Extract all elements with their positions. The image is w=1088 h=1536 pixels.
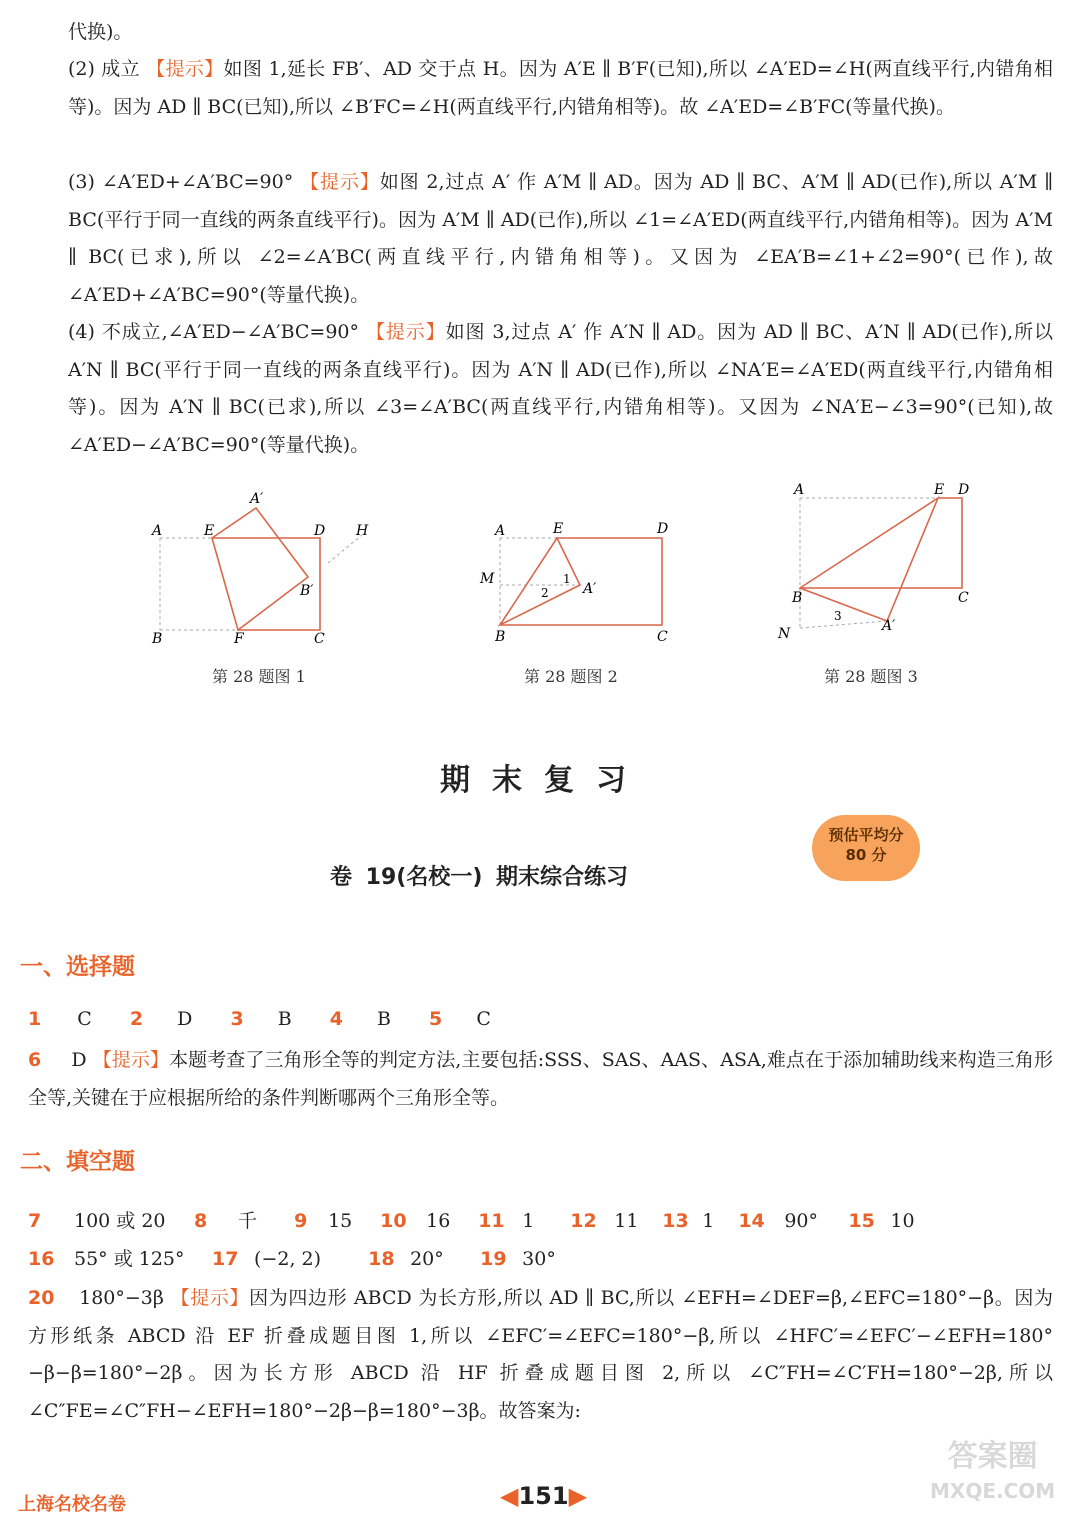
question-number: 2 (129, 1008, 144, 1030)
label-a: A (152, 523, 163, 539)
question-number: 17 (212, 1248, 239, 1270)
continuation-text: 代换)。 (68, 21, 133, 43)
folded-triangle (800, 498, 938, 621)
hint-tag: 【提示】 (170, 1287, 250, 1309)
answer-value: 180°−3β (79, 1287, 164, 1309)
answer-value: 1 (702, 1210, 715, 1232)
question-number: 11 (478, 1210, 505, 1232)
answer-value: 11 (614, 1210, 639, 1232)
figure-3 (772, 478, 982, 648)
dashed-line-h (328, 535, 362, 563)
prev-arrow-icon: ◀ (500, 1482, 519, 1510)
label-c: C (958, 590, 969, 606)
fill-answers-row-2 (28, 1244, 556, 1271)
figure-1-caption: 第 28 题图 1 (212, 667, 306, 686)
rect-part (800, 498, 962, 588)
answer-label: (3) ∠A′ED+∠A′BC=90° (68, 171, 294, 193)
answer-paragraph-2 (68, 51, 1053, 126)
label-m: M (480, 571, 495, 587)
answer-value: 1 (522, 1210, 535, 1232)
answer-value: 30° (522, 1248, 556, 1270)
label-h: H (356, 523, 369, 539)
question-number: 5 (429, 1008, 443, 1030)
score-badge (812, 815, 920, 881)
answer-value: B (277, 1008, 292, 1030)
label-e: E (934, 482, 945, 498)
text-line-continuation (68, 14, 1053, 52)
question-number: 8 (194, 1210, 208, 1232)
label-a-prime: A′ (583, 581, 597, 597)
answer-label: (2) 成立 (68, 58, 140, 80)
figure-1 (140, 485, 380, 650)
label-a: A (495, 523, 506, 539)
answer-value: B (377, 1008, 391, 1030)
hint-text: 因为四边形 ABCD 为长方形,所以 AD ∥ BC,所以 ∠EFH=∠DEF=β,∠EFC=180°−β。因为方形纸条 ABCD 沿 EF 折叠成题目图 1,所以 ∠EFC′=∠EFC=180°−β,所以 ∠HFC′=∠EFC′−∠EFH=180°−β−β=180°−2β。因为长方形 ABCD 沿 HF 折叠成题目图 2,所以 ∠C″FH=∠C′FH=180°−2β,所以 ∠C″FE=∠C″FH−∠EFH=180°−2β−β=180°−3β。故答案为: (28, 1287, 1053, 1422)
answer-label: (4) 不成立,∠A′ED−∠A′BC=90° (68, 321, 360, 343)
watermark-line-2: MXQE.COM (930, 1479, 1056, 1503)
question-number: 7 (28, 1210, 42, 1232)
badge-score: 80 分 (845, 846, 887, 864)
question-number: 20 (28, 1287, 55, 1309)
label-angle-2: 2 (541, 586, 549, 600)
answer-value: 100 或 20 (74, 1210, 166, 1232)
question-number: 1 (28, 1008, 42, 1030)
label-angle-1: 1 (563, 572, 571, 586)
answer-value: D (71, 1049, 87, 1071)
question-number: 10 (380, 1210, 407, 1232)
answer-value: C (476, 1008, 491, 1030)
watermark-line-1: 答案圈 (947, 1439, 1038, 1474)
fill-answers-row-1 (28, 1206, 915, 1233)
figure-2-caption: 第 28 题图 2 (524, 667, 618, 686)
question-number: 14 (738, 1210, 765, 1232)
question-number: 12 (570, 1210, 597, 1232)
label-b: B (792, 590, 803, 606)
question-number: 4 (329, 1008, 343, 1030)
label-a-prime: A′ (882, 618, 896, 634)
exam-subtitle: 卷 19(名校一) 期末综合练习 (330, 865, 629, 890)
fill-q20 (28, 1280, 1053, 1430)
rect-part (500, 538, 662, 625)
answer-value: 90° (784, 1210, 819, 1232)
answer-value: 16 (426, 1210, 451, 1232)
hint-text: 本题考查了三角形全等的判定方法,主要包括:SSS、SAS、AAS、ASA,难点在于添加辅助线来构造三角形全等,关键在于应根据所给的条件判断哪两个三角形全等。 (28, 1049, 1053, 1109)
answer-value: (−2, 2) (254, 1248, 322, 1270)
choice-answers-row (28, 1008, 491, 1030)
label-d: D (958, 482, 970, 498)
answer-body: 如图 3,过点 A′ 作 A′N ∥ AD。因为 AD ∥ BC、A′N ∥ AD(已作),所以 A′N ∥ BC(平行于同一直线的两条直线平行)。因为 A′N ∥ AD(已作),所以 ∠NA′E=∠A′ED(两直线平行,内错角相等)。因为 A′N ∥ BC(已求),所以 ∠3=∠A′BC(两直线平行,内错角相等)。又因为 ∠NA′E−∠3=90°(已知),故 ∠A′ED−∠A′BC=90°(等量代换)。 (68, 321, 1053, 456)
section-title-choice: 一、选择题 (20, 954, 135, 980)
answer-value: 55° 或 125° (74, 1248, 185, 1270)
answer-value: C (77, 1008, 92, 1030)
label-f: F (234, 631, 244, 647)
section-title-fill: 二、填空题 (20, 1149, 135, 1175)
watermark (930, 1440, 1055, 1508)
label-angle-3: 3 (834, 609, 842, 623)
question-number: 15 (848, 1210, 875, 1232)
label-e: E (204, 523, 215, 539)
question-number: 3 (230, 1008, 244, 1030)
question-number: 13 (662, 1210, 689, 1232)
question-number: 18 (368, 1248, 395, 1270)
hint-tag: 【提示】 (300, 171, 380, 193)
label-b: B (495, 629, 506, 645)
label-b: B (152, 631, 163, 647)
label-e: E (553, 521, 564, 537)
label-d: D (314, 523, 326, 539)
next-arrow-icon: ▶ (568, 1482, 588, 1510)
book-title: 上海名校名卷 (18, 1494, 126, 1515)
dashed-line-n (800, 621, 887, 628)
choice-q6 (28, 1042, 1053, 1117)
badge-label: 预估平均分 (828, 826, 904, 844)
answer-value: 20° (410, 1248, 444, 1270)
figure-3-caption: 第 28 题图 3 (824, 667, 918, 686)
label-b-prime: B′ (300, 583, 314, 599)
answer-value: 千 (238, 1210, 258, 1232)
figure-2 (475, 515, 685, 650)
answer-body: 如图 1,延长 FB′、AD 交于点 H。因为 A′E ∥ B′F(已知),所以 ∠A′ED=∠H(两直线平行,内错角相等)。因为 AD ∥ BC(已知),所以 ∠B′FC=∠H(两直线平行,内错角相等)。故 ∠A′ED=∠B′FC(等量代换)。 (68, 58, 1053, 118)
answer-body: 如图 2,过点 A′ 作 A′M ∥ AD。因为 AD ∥ BC、A′M ∥ AD(已作),所以 A′M ∥ BC(平行于同一直线的两条直线平行)。因为 A′M ∥ AD(已作),所以 ∠1=∠A′ED(两直线平行,内错角相等)。因为 A′M ∥ BC(已求),所以 ∠2=∠A′BC(两直线平行,内错角相等)。又因为 ∠EA′B=∠1+∠2=90°(已作),故 ∠A′ED+∠A′BC=90°(等量代换)。 (68, 171, 1053, 306)
question-number: 6 (28, 1049, 42, 1071)
answer-value: D (177, 1008, 193, 1030)
page-number: 151 (518, 1482, 569, 1510)
hint-tag: 【提示】 (92, 1049, 170, 1071)
answer-paragraph-3 (68, 164, 1053, 314)
question-number: 16 (28, 1248, 55, 1270)
label-a: A (794, 482, 805, 498)
question-number: 19 (480, 1248, 507, 1270)
page-number-block (500, 1482, 587, 1510)
label-d: D (657, 521, 669, 537)
answer-value: 10 (890, 1210, 915, 1232)
label-c: C (657, 629, 668, 645)
question-number: 9 (294, 1210, 308, 1232)
label-c: C (314, 631, 325, 647)
label-a-prime: A′ (250, 491, 264, 507)
hint-tag: 【提示】 (146, 58, 224, 80)
answer-value: 15 (328, 1210, 353, 1232)
hint-tag: 【提示】 (365, 321, 446, 343)
page-title: 期末复习 (440, 763, 648, 798)
answer-paragraph-4 (68, 314, 1053, 464)
folded-quad (212, 508, 308, 630)
label-n: N (778, 626, 791, 642)
